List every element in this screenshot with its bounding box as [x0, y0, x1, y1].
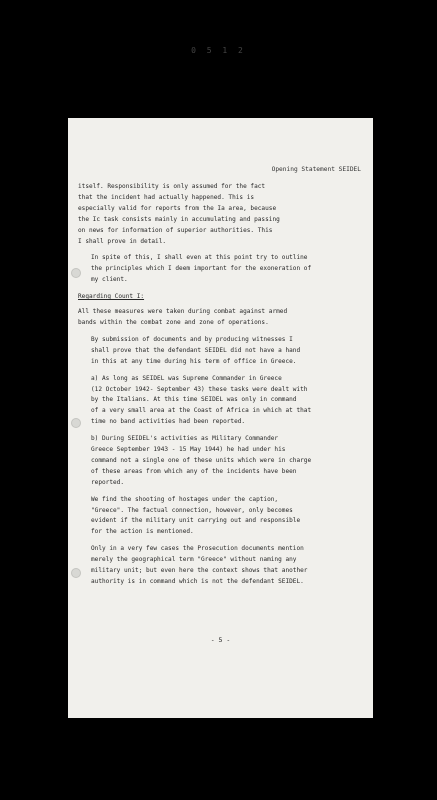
document-body: [78, 182, 363, 594]
paragraph-continuation: itself. Responsibility is only assumed for the fact that the incident had actually happened. This is especially valid for reports from the Ia area, because the Ic task consists mainly in accumulating and passing on news for information of superior authorities. This I shall prove in detail.: [78, 183, 280, 245]
paragraph-point-a: a) As long as SEIDEL was Supreme Commander in Greece (12 October 1942- September 43) these tasks were dealt with by the Italians. At this time SEIDEL was only in command of a very small area at the Coast of Africa in which at that time no band activities had been reported.: [91, 374, 312, 426]
paragraph-outline: In spite of this, I shall even at this point try to outline the principles which I deem important for the exoneration of my client.: [91, 254, 312, 284]
paragraph-point-b: b) During SEIDEL's activities as Military Commander Greece September 1943 - 15 May 1944) he had under his command not a single one of these units which were in charge of these areas from which any of the incidents have been reported.: [91, 435, 312, 486]
paragraph-proof: By submission of documents and by producing witnesses I shall prove that the defendant SEIDEL did not have a hand in this at any time during his term of office in Greece.: [91, 335, 301, 365]
paragraph-few-cases: Only in a very few cases the Prosecution documents mention merely the geographical term "Greece" without naming any military unit; but even here the context shows that another authority is in command which is not the defendant SEIDEL.: [91, 545, 308, 585]
film-label: 0 5 1 2: [191, 46, 246, 55]
paragraph-measures: All these measures were taken during combat against armed bands within the combat zone and zone of operations.: [78, 308, 288, 326]
section-heading: Regarding Count I:: [78, 293, 145, 301]
document-page: [68, 118, 373, 718]
document-header: Opening Statement SEIDEL: [271, 166, 361, 173]
paragraph-hostages: We find the shooting of hostages under the caption, "Greece". The factual connection, however, only becomes evident if the military unit carrying out and responsible for the action is mentioned.: [91, 495, 301, 536]
page-number: - 5 -: [210, 636, 231, 644]
